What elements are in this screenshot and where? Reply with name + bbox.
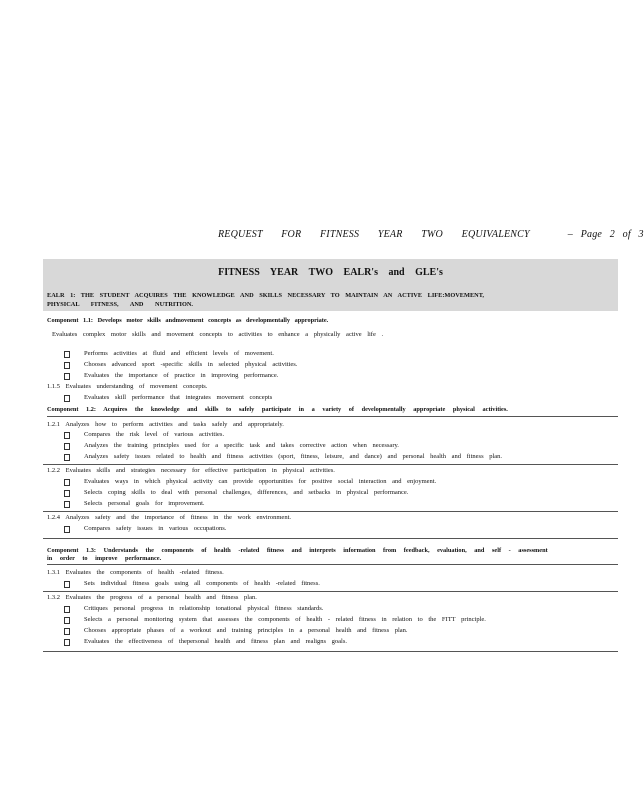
list-item: Selects a personal monitoring system that assesses the components of health - related fitness in relation to the FITT principle. (64, 616, 618, 624)
gle-title: 1.2.2 Evaluates skills and strategies necessary for effective participation in physical activities. (47, 467, 335, 475)
checkbox-icon (64, 617, 70, 624)
list-item: Selects coping skills to deal with personal challenges, differences, and setbacks in physical performance. (64, 489, 618, 497)
list-item: Selects personal goals for improvement. (64, 500, 618, 508)
list-item: Evaluates the effectiveness of thepersonal health and fitness plan and realigns goals. (64, 638, 618, 646)
list-item: Compares the risk level of various activities. (64, 431, 618, 439)
gle-1-2-2 (43, 464, 618, 508)
gle-1-3-1 (43, 567, 618, 588)
checkbox-icon (64, 581, 70, 588)
gle-1-1-5: 1.1.5 Evaluates understanding of movement concepts. (47, 383, 208, 391)
gle-title: 1.3.2 Evaluates the progress of a personal health and fitness plan. (47, 593, 257, 601)
checkbox-icon (64, 526, 70, 533)
checkbox-icon (64, 628, 70, 635)
gle-1-3-2 (43, 591, 618, 652)
checkbox-icon (64, 351, 70, 358)
list-item: Critiques personal progress in relationship tonational physical fitness standards. (64, 605, 618, 613)
gle-title: 1.2.4 Analyzes safety and the importance of fitness in the work environment. (47, 514, 292, 522)
ealr-line-2: PHYSICAL FITNESS, AND NUTRITION. (47, 300, 193, 308)
ealr-statement (47, 292, 614, 309)
page-header (218, 229, 644, 240)
checkbox-icon (64, 639, 70, 646)
checkbox-icon (64, 454, 70, 461)
checkbox-icon (64, 501, 70, 508)
list-item: Evaluates skill performance that integrates movement concepts (64, 394, 618, 402)
list-item: Compares safety issues in various occupations. (64, 525, 618, 533)
component-1-1-description: Evaluates complex motor skills and movement concepts to activities to enhance a physically active life . (52, 330, 384, 338)
list-item: Chooses advanced sport -specific skills in selected physical activities. (64, 361, 618, 369)
component-1-3-heading (47, 547, 618, 565)
document-title: REQUEST FOR FITNESS YEAR TWO EQUIVALENCY (218, 229, 530, 240)
component-1-3-heading-line-1: Component 1.3: Understands the components of health -related fitness and interprets information from feedback, evaluation, and self - assessment (47, 547, 548, 555)
gle-title: 1.2.1 Analyzes how to perform activities and tasks safely and appropriately. (47, 420, 284, 428)
ealr-line-1: EALR 1: THE STUDENT ACQUIRES THE KNOWLEDGE AND SKILLS NECESSARY TO MAINTAIN AN ACTIVE LIFE:MOVEMENT, (47, 292, 484, 299)
gle-1-2-4 (43, 511, 618, 539)
checkbox-icon (64, 490, 70, 497)
list-item: Chooses appropriate phases of a workout and training principles in a personal health and fitness plan. (64, 627, 618, 635)
standards-content (43, 259, 618, 652)
ealr-banner (43, 259, 618, 311)
gle-title: 1.3.1 Evaluates the components of health -related fitness. (47, 569, 224, 577)
checkbox-icon (64, 395, 70, 402)
list-item: Evaluates ways in which physical activity can provide opportunities for positive social interaction and enjoyment. (64, 478, 618, 486)
list-item: Analyzes safety issues related to health and fitness activities (sport, fitness, leisure, and dance) and personal health and fitness plan. (64, 453, 618, 461)
component-1-1-heading: Component 1.1: Develops motor skills andmovement concepts as developmentally appropriate. (47, 317, 329, 324)
checkbox-icon (64, 443, 70, 450)
checkbox-icon (64, 606, 70, 613)
checkbox-icon (64, 362, 70, 369)
checkbox-icon (64, 373, 70, 380)
list-item: Performs activities at fluid and efficient levels of movement. (64, 350, 618, 358)
checkbox-icon (64, 479, 70, 486)
list-item: Sets individual fitness goals using all components of health -related fitness. (64, 580, 618, 588)
component-1-2-heading: Component 1.2: Acquires the knowledge and skills to safely participate in a variety of developmentally appropriate physical activities. (47, 406, 618, 417)
page-number: – Page 2 of 3 (567, 229, 644, 240)
component-1-3-heading-line-2: in order to improve performance. (47, 554, 162, 562)
list-item: Evaluates the importance of practice in improving performance. (64, 372, 618, 380)
list-item: Analyzes the training principles used for a specific task and takes corrective action when necessary. (64, 442, 618, 450)
gle-1-2-1 (43, 419, 618, 462)
banner-title: FITNESS YEAR TWO EALR's and GLE's (218, 267, 443, 278)
checkbox-icon (64, 432, 70, 439)
